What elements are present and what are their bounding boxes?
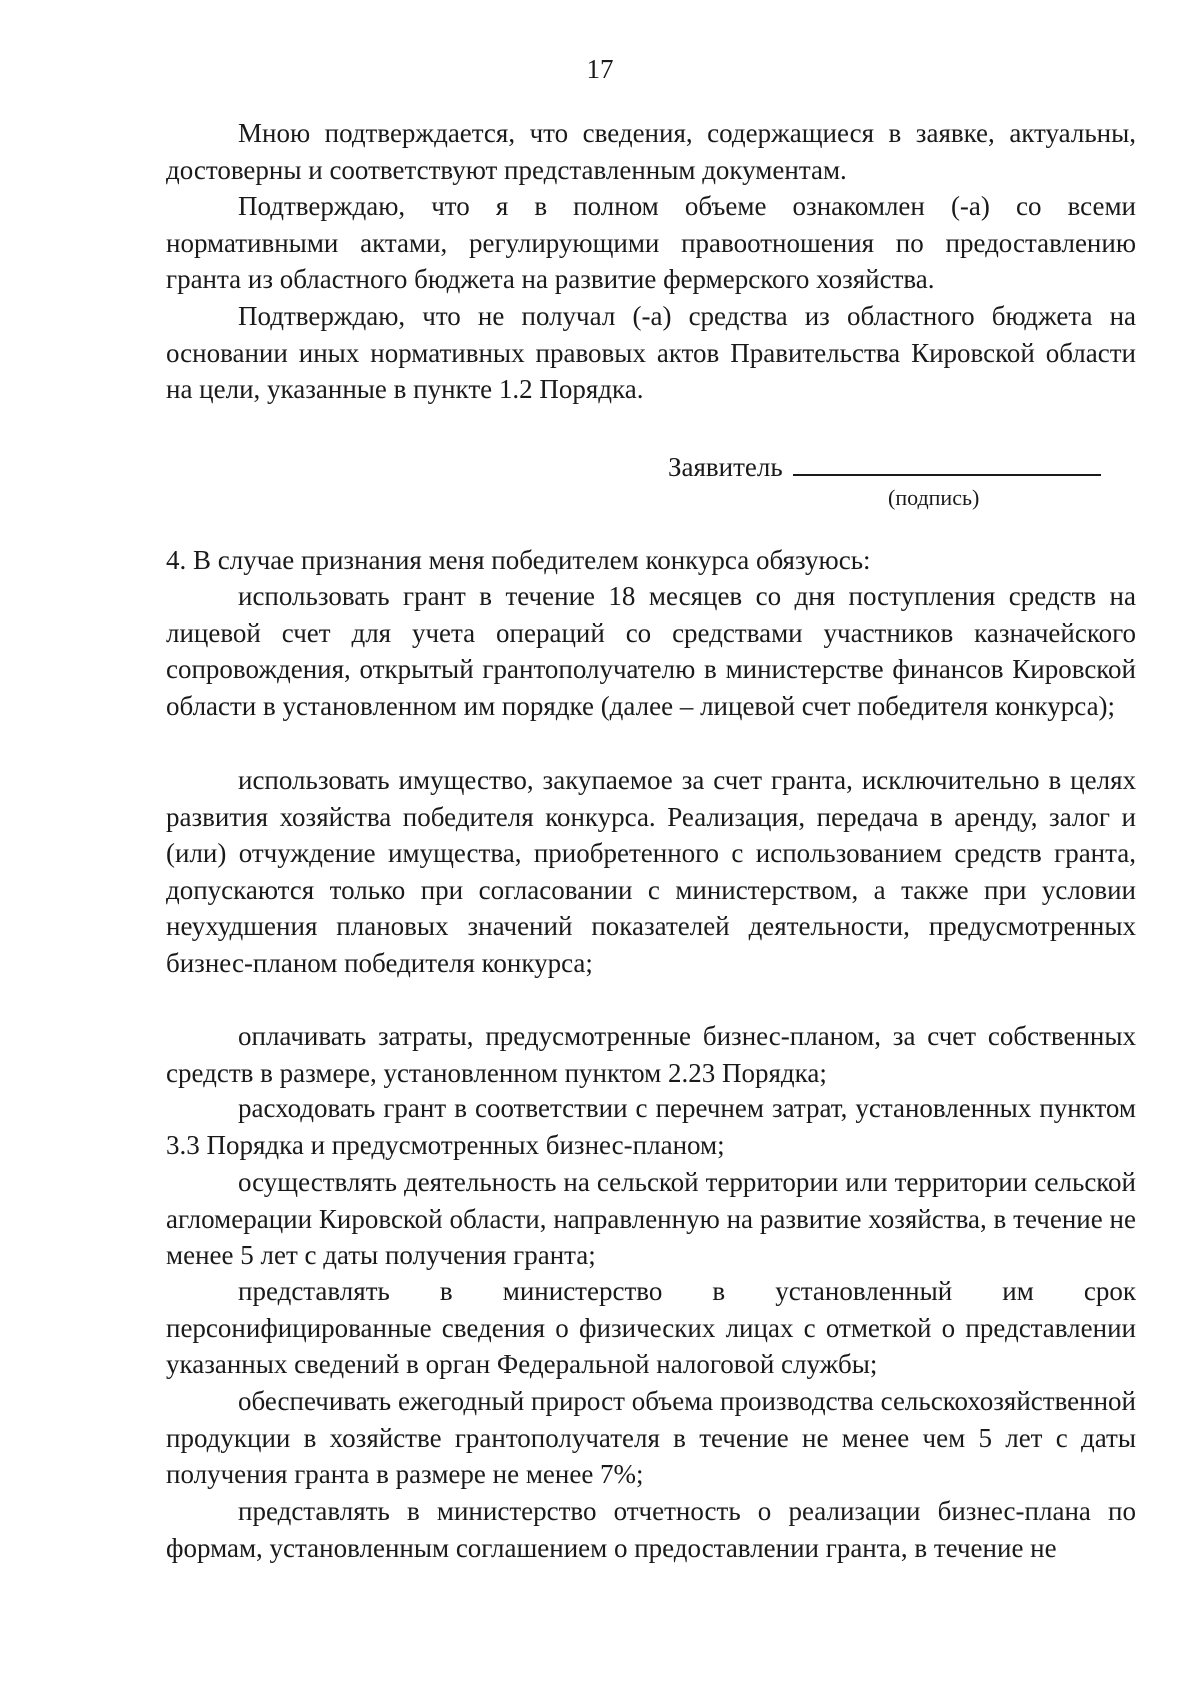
obligation-item-7: обеспечивать ежегодный прирост объема производства сельскохозяйственной продукции в хозяйстве грантополучателя в течение не менее чем 5 лет с даты получения гранта в размере не менее 7%; [166, 1386, 1136, 1490]
obligation-item-8: представлять в министерство отчетность о реализации бизнес-плана по формам, установленным соглашением о предоставлении гранта, в течение не [166, 1496, 1136, 1563]
page-number: 17 [586, 54, 614, 84]
section-4-heading: 4. В случае признания меня победителем конкурса обязуюсь: [166, 545, 871, 575]
obligation-item-3: оплачивать затраты, предусмотренные бизнес-планом, за счет собственных средств в размере, установленном пунктом 2.23 Порядка; [166, 1021, 1136, 1088]
confirmation-paragraph-2: Подтверждаю, что я в полном объеме ознакомлен (-а) со всеми нормативными актами, регулирующими правоотношения по предоставлению гранта из областного бюджета на развитие фермерского хозяйства. [166, 191, 1136, 295]
obligation-item-6: представлять в министерство в установленный им срок персонифицированные сведения о физических лицах с отметкой о представлении указанных сведений в орган Федеральной налоговой службы; [166, 1276, 1136, 1380]
signature-caption: (подпись) [888, 485, 980, 510]
obligation-item-5: осуществлять деятельность на сельской территории или территории сельской агломерации Кировской области, направленную на развитие хозяйства, в течение не менее 5 лет с даты получения гранта; [166, 1167, 1136, 1271]
signature-underline [793, 452, 1101, 476]
obligation-item-4: расходовать грант в соответствии с перечнем затрат, установленных пунктом 3.3 Порядка и предусмотренных бизнес-планом; [166, 1093, 1136, 1160]
obligation-item-2: использовать имущество, закупаемое за счет гранта, исключительно в целях развития хозяйства победителя конкурса. Реализация, передача в аренду, залог и (или) отчуждение имущества, приобретенного с использованием средств гранта, допускаются только при согласовании с министерством, а также при условии неухудшения плановых значений показателей деятельности, предусмотренных бизнес-планом победителя конкурса; [166, 765, 1136, 978]
applicant-label: Заявитель [668, 452, 783, 482]
confirmation-paragraph-1: Мною подтверждается, что сведения, содержащиеся в заявке, актуальны, достоверны и соответствуют представленным документам. [166, 118, 1136, 185]
obligation-item-1: использовать грант в течение 18 месяцев со дня поступления средств на лицевой счет для учета операций со средствами участников казначейского сопровождения, открытый грантополучателю в министерстве финансов Кировской области в установленном им порядке (далее – лицевой счет победителя конкурса); [166, 581, 1136, 721]
applicant-signature-line [668, 450, 1101, 484]
confirmation-paragraph-3: Подтверждаю, что не получал (-а) средства из областного бюджета на основании иных нормативных правовых актов Правительства Кировской области на цели, указанные в пункте 1.2 Порядка. [166, 301, 1136, 405]
